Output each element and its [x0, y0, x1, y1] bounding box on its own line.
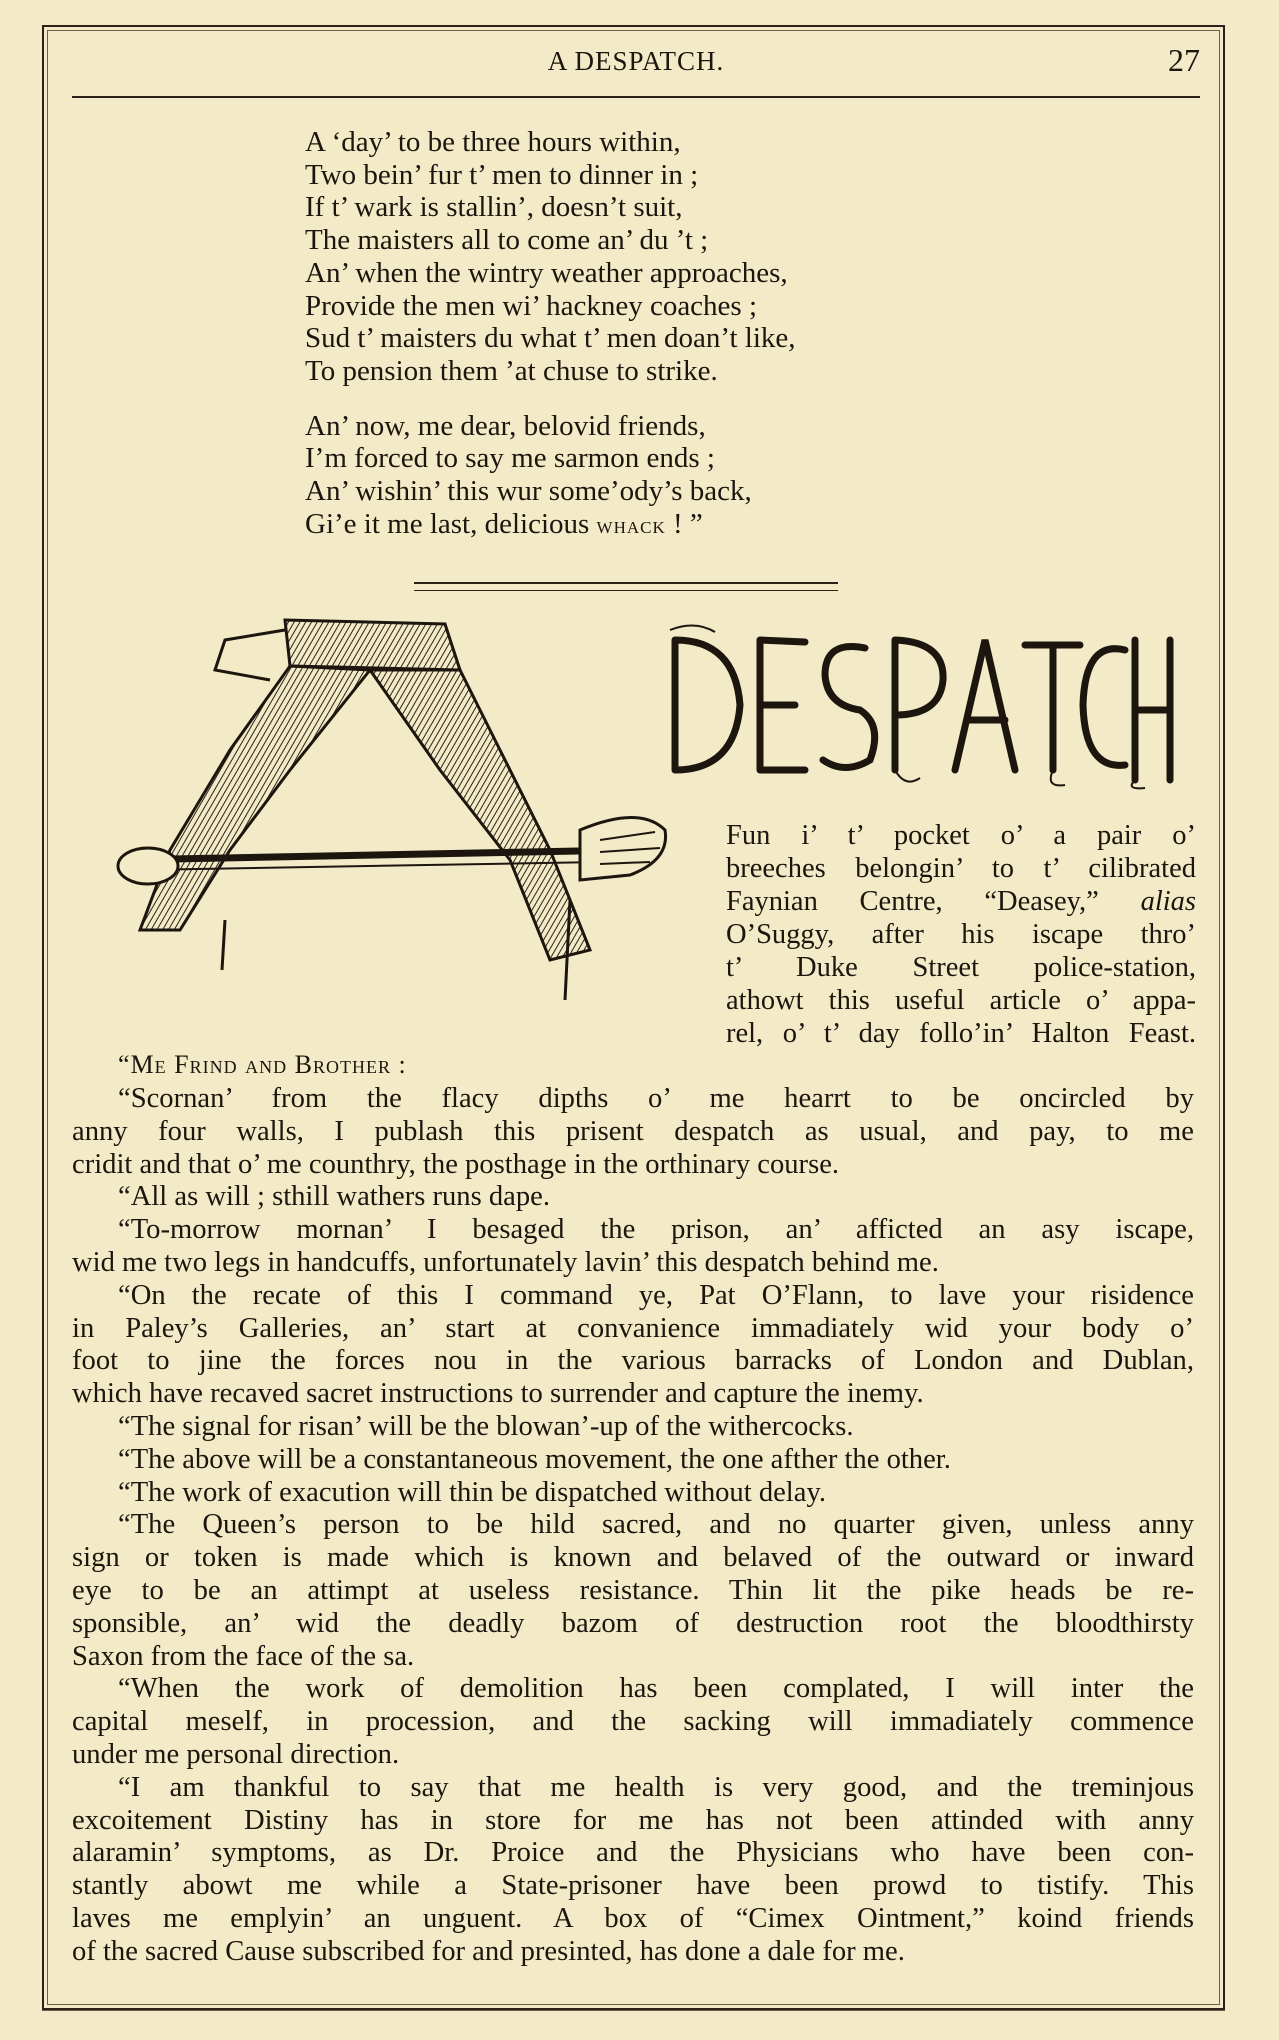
body-line: stantly abowt me while a State-prisoner have been prowd to tistify. This: [72, 1870, 1194, 1902]
intro-line: rel, o’ t’ day follo’in’ Halton Feast.: [726, 1018, 1196, 1049]
body-line: alaramin’ symptoms, as Dr. Proice and the Physicians who have been con-: [72, 1837, 1194, 1869]
verse-block: [305, 126, 1025, 542]
body-line: “All as will ; sthill wathers runs dape.: [118, 1181, 551, 1213]
verse-line: Provide the men wi’ hackney coaches ;: [305, 289, 758, 322]
body-line: under me personal direction.: [72, 1738, 400, 1770]
verse-line: An’ now, me dear, belovid friends,: [305, 409, 706, 442]
verse-line: Sud t’ maisters du what t’ men doan’t like,: [305, 322, 796, 355]
intro-line: O’Suggy, after his iscape thro’: [726, 919, 1196, 950]
body-line: sign or token is made which is known and belaved of the outward or inward: [72, 1542, 1194, 1574]
body-line: “The work of exacution will thin be dispatched without delay.: [118, 1476, 827, 1508]
body-line: foot to jine the forces nou in the various barracks of London and Dublan,: [72, 1345, 1194, 1377]
body-line: anny four walls, I publash this prisent despatch as usual, and pay, to me: [72, 1115, 1194, 1147]
verse-line: An’ wishin’ this wur some’ody’s back,: [305, 475, 752, 508]
salutation: “Me Frind and Brother :: [118, 1050, 407, 1079]
body-line: “The above will be a constantaneous movement, the one afther the other.: [118, 1443, 951, 1475]
intro-line: [726, 885, 1196, 918]
body-line: cridit and that o’ me counthry, the posthage in the orthinary course.: [72, 1148, 840, 1180]
body-line: “I am thankful to say that me health is very good, and the treminjous: [118, 1771, 1194, 1803]
body-line: of the sacred Cause subscribed for and presinted, has done a dale for me.: [72, 1935, 905, 1967]
body-line: capital meself, in procession, and the sacking will immadiately commence: [72, 1706, 1194, 1738]
intro-line: breeches belongin’ to t’ cilibrated: [726, 853, 1196, 884]
body-line: laves me emplyin’ an unguent. A box of “Cimex Ointment,” koind friends: [72, 1902, 1194, 1934]
verse-line: To pension them ’at chuse to strike.: [305, 354, 718, 387]
body-line: eye to be an attimpt at useless resistance. Thin lit the pike heads be re-: [72, 1574, 1194, 1606]
body-line: “To-morrow mornan’ I besaged the prison, an’ afficted an asy iscape,: [118, 1214, 1194, 1246]
verse-text: ! ”: [665, 507, 703, 540]
header-rule: [72, 96, 1200, 98]
intro-line: t’ Duke Street police-station,: [726, 952, 1196, 983]
verse-line: A ‘day’ to be three hours within,: [305, 126, 681, 158]
body-line: excoitement Distiny has in store for me has not been attinded with anny: [72, 1804, 1194, 1836]
verse-line-last: [305, 508, 1025, 543]
verse-line: Two bein’ fur t’ men to dinner in ;: [305, 158, 699, 191]
intro-line: Fun i’ t’ pocket o’ a pair o’: [726, 820, 1196, 851]
verse-text: Gi’e it me last, delicious: [305, 507, 597, 540]
body-line: sponsible, an’ wid the deadly bazom of destruction root the bloodthirsty: [72, 1607, 1194, 1639]
intro-text: Faynian Centre, “Deasey,”: [726, 886, 1099, 917]
body-line: which have recaved sacret instructions to surrender and capture the inemy.: [72, 1378, 924, 1410]
body-line: “The Queen’s person to be hild sacred, and no quarter given, unless anny: [118, 1509, 1194, 1541]
page-header: [72, 40, 1200, 92]
breeches-illustration: [110, 600, 670, 1040]
section-divider: [414, 582, 838, 591]
verse-line: An’ when the wintry weather approaches,: [305, 256, 788, 289]
body-line: “Scornan’ from the flacy dipths o’ me hearrt to be oncircled by: [118, 1083, 1194, 1114]
intro-paragraph: [726, 819, 1196, 1050]
whack-word: whack: [596, 512, 666, 539]
body-line: Saxon from the face of the sa.: [72, 1640, 415, 1672]
despatch-title-art: [655, 620, 1175, 790]
alias-word: alias: [1140, 886, 1196, 917]
body-line: wid me two legs in handcuffs, unfortunately lavin’ this despatch behind me.: [72, 1246, 939, 1278]
body-line: “When the work of demolition has been complated, I will inter the: [118, 1673, 1194, 1705]
intro-line: athowt this useful article o’ appa-: [726, 985, 1196, 1016]
verse-line: The maisters all to come an’ du ’t ;: [305, 224, 709, 257]
bottom-rule: [42, 2010, 1225, 2011]
body-line: in Paley’s Galleries, an’ start at convanience immadiately wid your body o’: [72, 1312, 1194, 1344]
body-line: “The signal for risan’ will be the blowan’-up of the withercocks.: [118, 1410, 854, 1442]
verse-line: If t’ wark is stallin’, doesn’t suit,: [305, 191, 683, 224]
verse-line: I’m forced to say me sarmon ends ;: [305, 442, 715, 475]
running-head: A DESPATCH.: [547, 46, 725, 76]
page-number: 27: [1168, 42, 1200, 78]
body-line: “On the recate of this I command ye, Pat O’Flann, to lave your risidence: [118, 1279, 1194, 1311]
despatch-body: [72, 1083, 1194, 1969]
